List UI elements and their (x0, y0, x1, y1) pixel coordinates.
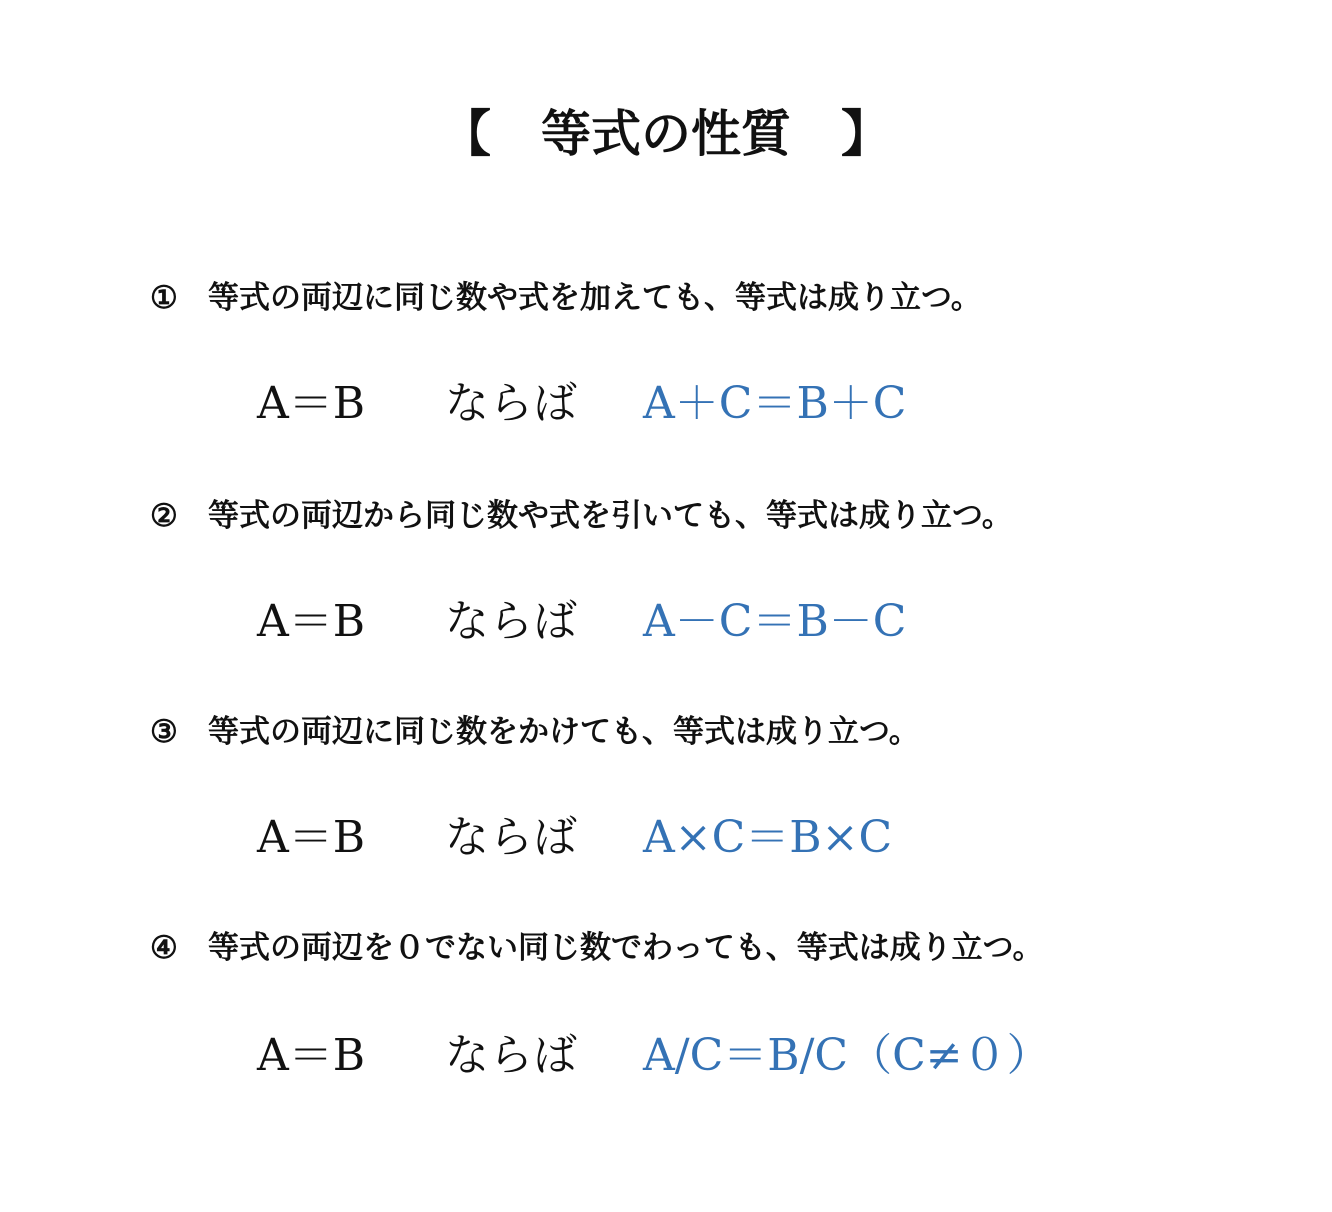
formula-result: A＋C＝B＋C (643, 378, 907, 429)
rule-statement-4 (150, 926, 1043, 970)
rule-text: 等式の両辺から同じ数や式を引いても、等式は成り立つ。 (208, 498, 1013, 534)
rule-number: ④ (150, 930, 178, 966)
rule-statement-2 (150, 494, 1013, 538)
formula-result: A－C＝B－C (643, 596, 907, 647)
rule-text: 等式の両辺に同じ数をかけても、等式は成り立つ。 (208, 714, 920, 750)
rule-formula-3 (257, 806, 892, 870)
formula-connective: ならば (445, 596, 577, 647)
formula-result: A/C＝B/C（C≠０） (643, 1030, 1051, 1081)
rule-formula-1 (257, 372, 906, 436)
rule-statement-3 (150, 710, 920, 754)
rule-text: 等式の両辺を０でない同じ数でわっても、等式は成り立つ。 (208, 930, 1044, 966)
rule-formula-4 (257, 1024, 1051, 1088)
rule-number: ③ (150, 714, 178, 750)
formula-connective: ならば (445, 812, 577, 863)
rule-text: 等式の両辺に同じ数や式を加えても、等式は成り立つ。 (208, 280, 982, 316)
rule-number: ① (150, 280, 178, 316)
formula-result: A×C＝B×C (643, 812, 893, 863)
formula-premise: A＝B (257, 1030, 366, 1081)
rule-number: ② (150, 498, 178, 534)
rule-statement-1 (150, 276, 982, 320)
formula-premise: A＝B (257, 596, 366, 647)
formula-connective: ならば (445, 1030, 577, 1081)
formula-premise: A＝B (257, 812, 366, 863)
rule-formula-2 (257, 590, 906, 654)
page-title: 【 等式の性質 】 (441, 104, 891, 163)
formula-connective: ならば (445, 378, 577, 429)
formula-premise: A＝B (257, 378, 366, 429)
